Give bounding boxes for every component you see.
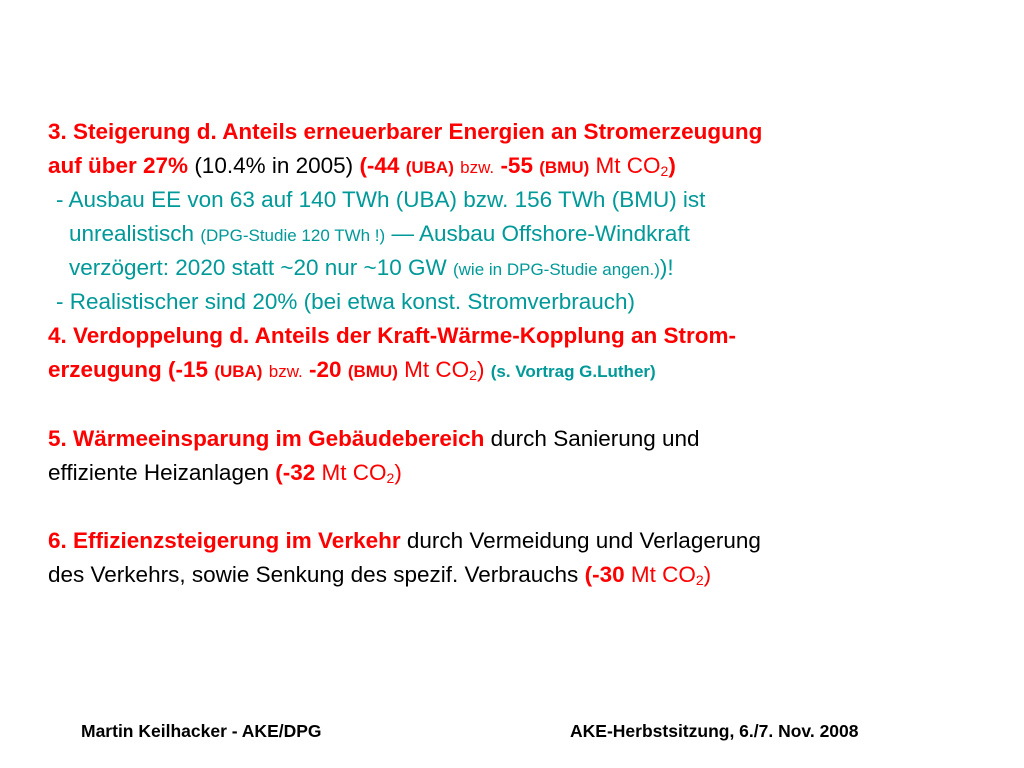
item3-bzw: bzw. bbox=[460, 158, 495, 177]
item3-bullet2: - Realistischer sind 20% (bei etwa konst. Stromverbrauch) bbox=[56, 289, 635, 314]
item5-line2 bbox=[48, 456, 402, 490]
item6-line2 bbox=[48, 558, 711, 592]
item5-unit: Mt $CO_2$ bbox=[321, 460, 395, 486]
item5-line1 bbox=[48, 422, 700, 456]
item6-close: ) bbox=[703, 562, 712, 587]
item3-heading-line2 bbox=[48, 149, 676, 185]
item4-value-uba: (-15 bbox=[168, 357, 209, 382]
item3-bullet1-line1: - Ausbau EE von 63 auf 140 TWh (UBA) bzw. 156 TWh (BMU) ist bbox=[56, 187, 706, 212]
item6-line1 bbox=[48, 524, 761, 558]
item3-close: ) bbox=[668, 153, 676, 178]
item5-value: (-32 bbox=[275, 460, 316, 485]
item6-text2: des Verkehrs, sowie Senkung des spezif. Verbrauchs bbox=[48, 562, 579, 587]
item4-source-uba: (UBA) bbox=[214, 362, 263, 381]
item3-value-bmu: -55 bbox=[500, 153, 533, 178]
item3-bullet1-text-f: )! bbox=[659, 255, 674, 280]
item3-heading-line1 bbox=[48, 115, 762, 149]
item5-text2: effiziente Heizanlagen bbox=[48, 460, 269, 485]
item3-bullet1-text-c: — Ausbau Offshore-Windkraft bbox=[391, 221, 690, 246]
item6-value: (-30 bbox=[584, 562, 625, 587]
item6-text1: durch Vermeidung und Verlagerung bbox=[406, 528, 761, 553]
item4-heading-line1 bbox=[48, 319, 736, 353]
item3-heading-cont: auf über 27% bbox=[48, 153, 189, 178]
item4-value-bmu: -20 bbox=[309, 357, 342, 382]
item3-bullet1-line2 bbox=[69, 217, 690, 253]
item4-bzw: bzw. bbox=[268, 362, 303, 381]
item3-source-uba: (UBA) bbox=[405, 158, 454, 177]
item5-text1: durch Sanierung und bbox=[490, 426, 700, 451]
item5-close: ) bbox=[394, 460, 402, 485]
item3-value-uba: (-44 bbox=[359, 153, 400, 178]
item3-reference: (10.4% in 2005) bbox=[194, 153, 354, 178]
item3-unit: Mt $CO_2$ bbox=[595, 153, 669, 179]
item3-heading: 3. Steigerung d. Anteils erneuerbarer Energien an Stromerzeugung bbox=[48, 119, 763, 144]
item4-unit: Mt $CO_2$ bbox=[404, 357, 477, 383]
item4-heading: 4. Verdoppelung d. Anteils der Kraft-Wärme-Kopplung an Strom- bbox=[48, 323, 736, 348]
item3-bullet1-text-d: verzögert: 2020 statt ~20 nur ~10 GW bbox=[69, 255, 447, 280]
footer-author: Martin Keilhacker - AKE/DPG bbox=[81, 721, 322, 741]
item4-heading-line2 bbox=[48, 353, 656, 389]
item3-bullet1-line3 bbox=[69, 251, 674, 287]
item3-bullet1-text-e: (wie in DPG-Studie angen.) bbox=[452, 260, 660, 279]
item6-heading: 6. Effizienzsteigerung im Verkehr bbox=[48, 528, 401, 553]
item3-bullet1-text-b: (DPG-Studie 120 TWh !) bbox=[200, 226, 386, 245]
item4-heading-cont: erzeugung bbox=[48, 357, 162, 382]
item4-source-bmu: (BMU) bbox=[347, 362, 398, 381]
footer-event: AKE-Herbstsitzung, 6./7. Nov. 2008 bbox=[570, 721, 859, 741]
item5-heading: 5. Wärmeeinsparung im Gebäudebereich bbox=[48, 426, 485, 451]
item3-source-bmu: (BMU) bbox=[539, 158, 590, 177]
item6-unit: Mt $CO_2$ bbox=[630, 562, 704, 588]
item4-close: ) bbox=[476, 357, 485, 382]
item4-note: (s. Vortrag G.Luther) bbox=[490, 362, 656, 381]
item3-bullet1-text-a: unrealistisch bbox=[69, 221, 195, 246]
